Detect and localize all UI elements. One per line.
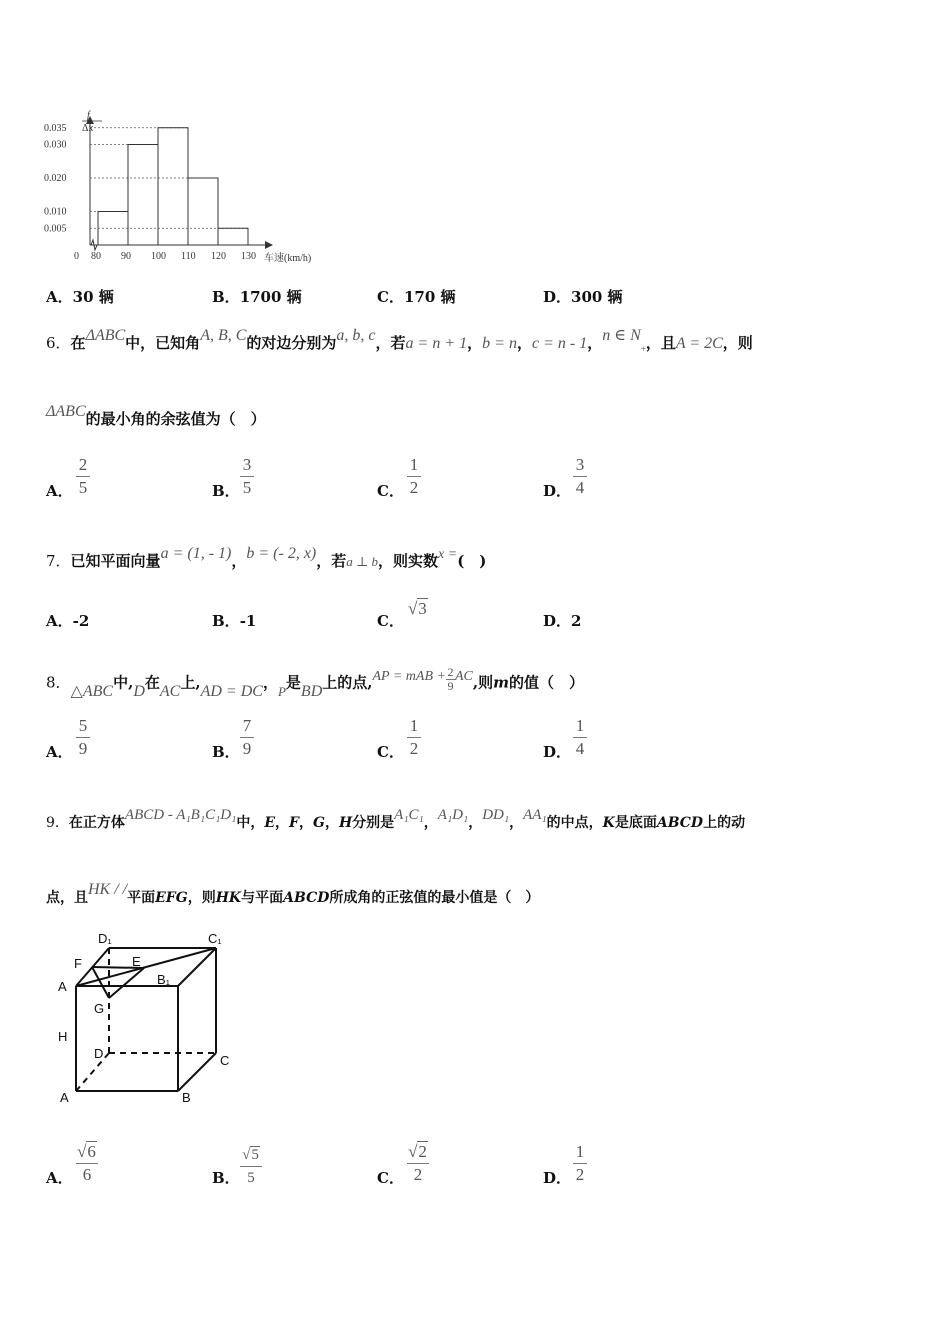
label-b: B xyxy=(182,1090,191,1105)
q9-option-c-fraction: √2 2 xyxy=(407,1142,429,1185)
q8-coefficient-fraction: $\frac{2}{9}$ xyxy=(447,665,454,693)
q9-option-b-fraction: √5 5 xyxy=(240,1145,262,1188)
q6-option-b[interactable]: B． xyxy=(212,482,240,500)
x-axis-arrow xyxy=(265,241,273,249)
label-h: H xyxy=(58,1029,68,1044)
x-tick-label: 100 xyxy=(151,251,166,262)
x-axis-label: 车速(km/h) xyxy=(264,253,312,264)
question-9-stem-line2: 点，且HK / /平面EFG，则HK与平面ABCD所成角的正弦值的最小值是（ ） xyxy=(46,881,540,906)
cube-figure xyxy=(52,928,242,1108)
x-tick-label: 80 xyxy=(91,251,101,262)
q6-option-a-fraction: 2 5 xyxy=(76,455,90,498)
label-b1: B₁ xyxy=(157,972,171,987)
q6-option-c-fraction: 1 2 xyxy=(407,455,421,498)
y-tick-label: 0.035 xyxy=(44,122,67,134)
q6-option-d[interactable]: D． xyxy=(543,482,572,500)
hidden-edge-a-d xyxy=(76,1053,109,1091)
q8-option-d-fraction: 1 4 xyxy=(573,716,587,759)
y-tick-label: 0.010 xyxy=(44,206,67,218)
label-a1: A xyxy=(58,979,67,994)
label-d: D xyxy=(94,1046,104,1061)
q6-option-c[interactable]: C． xyxy=(377,482,404,500)
x-tick-label: 130 xyxy=(241,251,256,262)
x-tick-label: 110 xyxy=(181,251,196,262)
q9-option-c[interactable]: C． xyxy=(377,1169,404,1187)
histogram-bar xyxy=(128,145,158,246)
q6-option-a[interactable]: A． xyxy=(46,482,73,500)
q5-option-b[interactable]: B．1700 辆 xyxy=(212,288,302,306)
q9-option-a[interactable]: A． xyxy=(46,1169,73,1187)
q5-option-d[interactable]: D．300 辆 xyxy=(543,288,623,306)
y-axis-label-numerator: f xyxy=(87,110,90,121)
label-g: G xyxy=(94,1001,105,1016)
q9-option-d-fraction: 1 2 xyxy=(573,1142,587,1185)
q7-option-d[interactable]: D．2 xyxy=(543,612,582,630)
y-axis-label-denominator: Δx xyxy=(82,123,94,134)
histogram-bar xyxy=(188,178,218,245)
question-7-stem: 7．已知平面向量a = (1, - 1)，b = (- 2, x)，若a ⊥ b，则实数x =( ) xyxy=(46,545,487,570)
q8-option-a[interactable]: A． xyxy=(46,743,73,761)
q5-option-c[interactable]: C．170 辆 xyxy=(377,288,456,306)
q8-option-b-fraction: 7 9 xyxy=(240,716,254,759)
q8-option-a-fraction: 5 9 xyxy=(76,716,90,759)
q7-option-a[interactable]: A．-2 xyxy=(46,612,90,630)
q8-option-b[interactable]: B． xyxy=(212,743,240,761)
label-a: A xyxy=(60,1090,69,1105)
q7-option-b[interactable]: B．-1 xyxy=(212,612,257,630)
x-origin-label: 0 xyxy=(74,251,79,262)
q9-option-a-fraction: √6 6 xyxy=(76,1142,98,1185)
edge-b-c xyxy=(178,1053,216,1091)
q7-option-c-sqrt: √3 xyxy=(407,599,427,618)
x-tick-label: 90 xyxy=(121,251,131,262)
q8-option-c[interactable]: C． xyxy=(377,743,404,761)
q8-option-c-fraction: 1 2 xyxy=(407,716,421,759)
q6-option-d-fraction: 3 4 xyxy=(573,455,587,498)
q9-option-b[interactable]: B． xyxy=(212,1169,240,1187)
question-8-stem: 8．△ABC中,D在AC上,AD = DC，P是BD上的点,AP = mAB + $\frac{2}{9}$ AC,则m的值（ ） xyxy=(46,665,584,700)
label-f: F xyxy=(74,956,82,971)
label-d1: D₁ xyxy=(98,931,112,946)
q9-option-d[interactable]: D． xyxy=(543,1169,572,1187)
histogram-bar xyxy=(218,228,248,245)
label-c: C xyxy=(220,1053,230,1068)
y-tick-label: 0.020 xyxy=(44,173,67,184)
q8-option-d[interactable]: D． xyxy=(543,743,572,761)
q5-option-a[interactable]: A．30 辆 xyxy=(46,288,114,306)
question-6-stem: 6．在ΔABC中，已知角A, B, C的对边分别为a, b, c，若a = n + 1，b = n，c = n - 1，n ∈ $N_+$，且A = 2C，则 xyxy=(46,327,753,354)
speed-histogram xyxy=(40,100,340,270)
y-tick-label: 0.005 xyxy=(44,223,67,235)
histogram-bar xyxy=(158,128,188,245)
question-9-stem: 9．在正方体ABCD - A₁B₁C₁D₁中，E，F，G，H分别是A₁C₁，A₁D₁，DD₁，AA₁的中点，K是底面ABCD上的动 xyxy=(46,807,746,831)
y-tick-label: 0.030 xyxy=(44,139,67,151)
q7-option-c[interactable]: C．√3 xyxy=(377,599,427,630)
x-tick-label: 120 xyxy=(211,251,226,262)
label-e: E xyxy=(132,954,141,969)
segment-f-g xyxy=(92,967,109,998)
question-6-stem-line2: ΔABC的最小角的余弦值为（ ） xyxy=(46,403,266,428)
q6-option-b-fraction: 3 5 xyxy=(240,455,254,498)
label-c1: C₁ xyxy=(208,931,222,946)
